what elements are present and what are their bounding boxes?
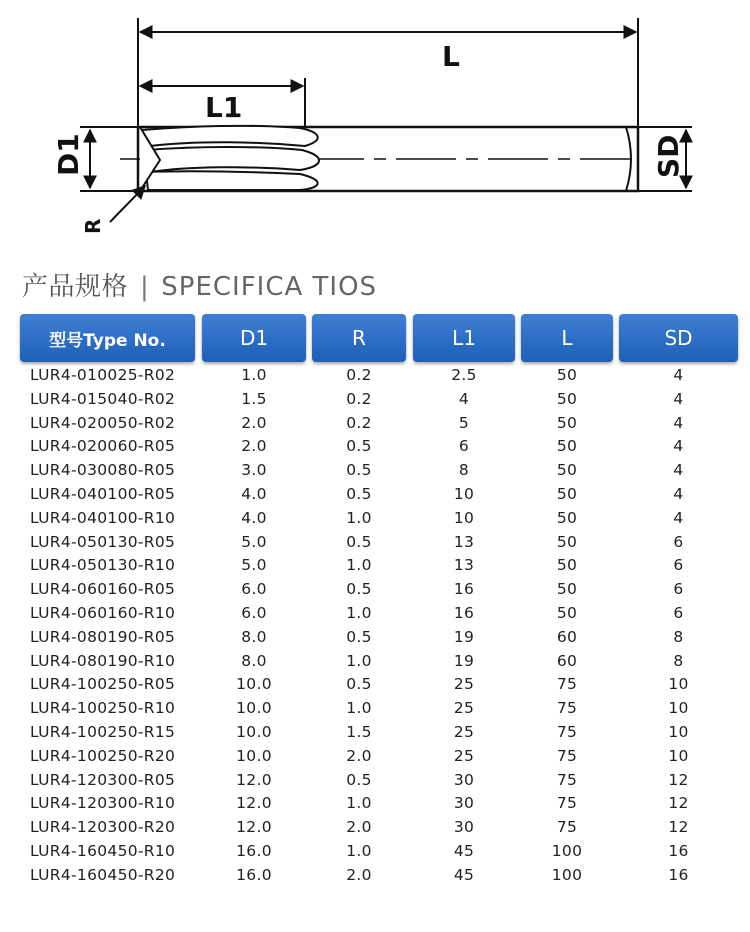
cell-l1: 19: [453, 651, 475, 670]
cell-type-no: LUR4-010025-R02: [30, 366, 176, 384]
cell-r: 1.0: [346, 508, 372, 527]
cell-type-no: LUR4-100250-R15: [30, 722, 176, 741]
cell-sd: 16: [668, 865, 689, 884]
cell-sd: 10: [668, 746, 689, 765]
section-title-en: SPECIFICA TIOS: [161, 272, 378, 302]
cell-d1: 12.0: [236, 794, 272, 813]
table-row: [20, 721, 738, 745]
cell-d1: 8.0: [241, 651, 267, 670]
header-type-no: 型号Type No.: [20, 314, 195, 362]
table-row: [20, 507, 738, 531]
table-row: [20, 650, 738, 674]
cell-type-no: LUR4-040100-R05: [30, 484, 176, 503]
dim-label-R: R: [81, 218, 105, 234]
cell-type-no: LUR4-120300-R20: [30, 818, 176, 837]
cell-l: 50: [556, 437, 578, 456]
cell-l1: 8: [458, 461, 470, 480]
cell-r: 0.2: [346, 366, 372, 384]
cell-d1: 4.0: [241, 508, 267, 527]
cell-type-no: LUR4-050130-R10: [30, 556, 176, 575]
section-title-cn: 产品规格: [22, 272, 129, 302]
cell-l: 75: [556, 675, 578, 694]
cell-l: 50: [556, 603, 578, 622]
cell-l: 50: [556, 532, 578, 551]
cell-sd: 4: [673, 366, 684, 384]
header-r: R: [312, 314, 406, 362]
cell-d1: 12.0: [236, 818, 272, 837]
cell-d1: 3.0: [241, 461, 267, 480]
table-header-row: [20, 314, 738, 364]
cell-sd: 4: [673, 484, 684, 503]
dim-label-L1: L1: [205, 91, 243, 124]
table-row: [20, 673, 738, 697]
cell-r: 1.0: [346, 841, 372, 860]
cell-sd: 4: [673, 508, 684, 527]
cell-type-no: LUR4-020050-R02: [30, 413, 176, 432]
cell-d1: 6.0: [241, 580, 267, 599]
cell-type-no: LUR4-100250-R05: [30, 675, 176, 694]
cell-type-no: LUR4-040100-R10: [30, 508, 176, 527]
dim-label-L: L: [442, 40, 460, 73]
cell-l1: 13: [453, 556, 475, 575]
cell-l: 50: [556, 556, 578, 575]
cell-l1: 16: [453, 580, 475, 599]
cell-d1: 5.0: [241, 556, 267, 575]
section-title: [22, 266, 377, 303]
cell-l: 50: [556, 484, 578, 503]
cell-l: 75: [556, 818, 578, 837]
header-l1: L1: [413, 314, 515, 362]
cell-d1: 5.0: [241, 532, 267, 551]
cell-sd: 12: [668, 818, 689, 837]
header-d1: D1: [202, 314, 306, 362]
spec-table: [20, 314, 738, 888]
cell-type-no: LUR4-020060-R05: [30, 437, 176, 456]
cell-l1: 13: [453, 532, 475, 551]
cell-r: 0.2: [346, 413, 372, 432]
cell-type-no: LUR4-030080-R05: [30, 461, 176, 480]
cell-l1: 25: [453, 675, 475, 694]
table-row: [20, 459, 738, 483]
dim-label-SD: SD: [652, 134, 685, 178]
cell-l1: 25: [453, 722, 475, 741]
cell-sd: 4: [673, 389, 684, 408]
cell-type-no: LUR4-060160-R05: [30, 580, 176, 599]
cell-l1: 10: [453, 508, 475, 527]
header-l: L: [521, 314, 613, 362]
table-row: [20, 388, 738, 412]
cell-type-no: LUR4-080190-R10: [30, 651, 176, 670]
cell-sd: 12: [668, 794, 689, 813]
cell-type-no: LUR4-080190-R05: [30, 627, 176, 646]
cell-sd: 6: [673, 580, 684, 599]
cell-l1: 10: [453, 484, 475, 503]
cell-l: 75: [556, 746, 578, 765]
table-row: [20, 435, 738, 459]
table-row: [20, 792, 738, 816]
cell-l: 75: [556, 770, 578, 789]
cell-sd: 12: [668, 770, 689, 789]
cell-d1: 8.0: [241, 627, 267, 646]
cell-d1: 10.0: [236, 699, 272, 718]
cell-sd: 16: [668, 841, 689, 860]
cell-l: 50: [556, 508, 578, 527]
cell-d1: 10.0: [236, 675, 272, 694]
cell-l: 60: [556, 627, 578, 646]
cell-l1: 30: [453, 794, 475, 813]
cell-l: 75: [556, 722, 578, 741]
cell-sd: 6: [673, 532, 684, 551]
cell-sd: 4: [673, 461, 684, 480]
cell-l: 100: [551, 841, 583, 860]
cell-r: 0.5: [346, 437, 372, 456]
cell-sd: 6: [673, 556, 684, 575]
cell-sd: 8: [673, 627, 684, 646]
cell-type-no: LUR4-100250-R10: [30, 699, 176, 718]
end-mill-drawing: [0, 0, 750, 250]
table-row: [20, 840, 738, 864]
section-title-separator: |: [140, 272, 150, 302]
cell-r: 0.5: [346, 675, 372, 694]
cell-l1: 25: [453, 746, 475, 765]
cell-d1: 2.0: [241, 413, 267, 432]
cell-l1: 2.5: [451, 366, 477, 384]
header-sd: SD: [619, 314, 738, 362]
cell-r: 0.5: [346, 484, 372, 503]
table-row: [20, 769, 738, 793]
cell-sd: 6: [673, 603, 684, 622]
cell-r: 2.0: [346, 746, 372, 765]
cell-type-no: LUR4-120300-R10: [30, 794, 176, 813]
cell-d1: 16.0: [236, 865, 272, 884]
cell-r: 0.5: [346, 461, 372, 480]
table-row: [20, 412, 738, 436]
cell-r: 0.5: [346, 532, 372, 551]
cell-type-no: LUR4-050130-R05: [30, 532, 176, 551]
cell-r: 0.2: [346, 389, 372, 408]
cell-sd: 8: [673, 651, 684, 670]
table-row: [20, 745, 738, 769]
cell-r: 0.5: [346, 770, 372, 789]
table-row: [20, 626, 738, 650]
cell-type-no: LUR4-160450-R10: [30, 841, 176, 860]
cell-l1: 6: [458, 437, 470, 456]
cell-l: 50: [556, 580, 578, 599]
cell-sd: 4: [673, 437, 684, 456]
cell-type-no: LUR4-100250-R20: [30, 746, 176, 765]
cell-sd: 10: [668, 675, 689, 694]
cell-r: 0.5: [346, 627, 372, 646]
table-row: [20, 554, 738, 578]
cell-r: 1.0: [346, 603, 372, 622]
cell-l: 60: [556, 651, 578, 670]
cell-r: 1.0: [346, 699, 372, 718]
table-row: [20, 602, 738, 626]
cell-l: 50: [556, 461, 578, 480]
cell-d1: 4.0: [241, 484, 267, 503]
cell-l1: 45: [453, 865, 475, 884]
cell-l1: 25: [453, 699, 475, 718]
dim-label-D1: D1: [52, 133, 85, 176]
cell-r: 2.0: [346, 865, 372, 884]
table-body: [20, 364, 738, 888]
cell-l1: 30: [453, 818, 475, 837]
cell-l: 75: [556, 794, 578, 813]
cell-type-no: LUR4-160450-R20: [30, 865, 176, 884]
table-row: [20, 578, 738, 602]
cell-r: 1.0: [346, 794, 372, 813]
cell-l: 75: [556, 699, 578, 718]
cell-type-no: LUR4-015040-R02: [30, 389, 176, 408]
cell-l1: 5: [458, 413, 470, 432]
cell-d1: 16.0: [236, 841, 272, 860]
table-row: [20, 531, 738, 555]
cell-r: 1.0: [346, 556, 372, 575]
cell-d1: 6.0: [241, 603, 267, 622]
cell-d1: 1.5: [241, 389, 267, 408]
cell-r: 2.0: [346, 818, 372, 837]
cell-l: 50: [556, 413, 578, 432]
cell-l: 50: [556, 389, 578, 408]
table-row: [20, 697, 738, 721]
cell-r: 1.0: [346, 651, 372, 670]
cell-l1: 30: [453, 770, 475, 789]
table-row: [20, 816, 738, 840]
cell-sd: 10: [668, 699, 689, 718]
cell-l: 50: [556, 366, 578, 384]
cell-type-no: LUR4-060160-R10: [30, 603, 176, 622]
cell-d1: 12.0: [236, 770, 272, 789]
cell-d1: 10.0: [236, 722, 272, 741]
cell-d1: 10.0: [236, 746, 272, 765]
cell-l1: 16: [453, 603, 475, 622]
table-row: [20, 364, 738, 388]
cell-r: 0.5: [346, 580, 372, 599]
cell-d1: 1.0: [241, 366, 267, 384]
cell-sd: 4: [673, 413, 684, 432]
cell-type-no: LUR4-120300-R05: [30, 770, 176, 789]
cell-sd: 10: [668, 722, 689, 741]
table-row: [20, 864, 738, 888]
cell-l: 100: [551, 865, 583, 884]
cell-d1: 2.0: [241, 437, 267, 456]
cell-r: 1.5: [346, 722, 372, 741]
cell-l1: 45: [453, 841, 475, 860]
cell-l1: 19: [453, 627, 475, 646]
cell-l1: 4: [458, 389, 470, 408]
table-row: [20, 483, 738, 507]
